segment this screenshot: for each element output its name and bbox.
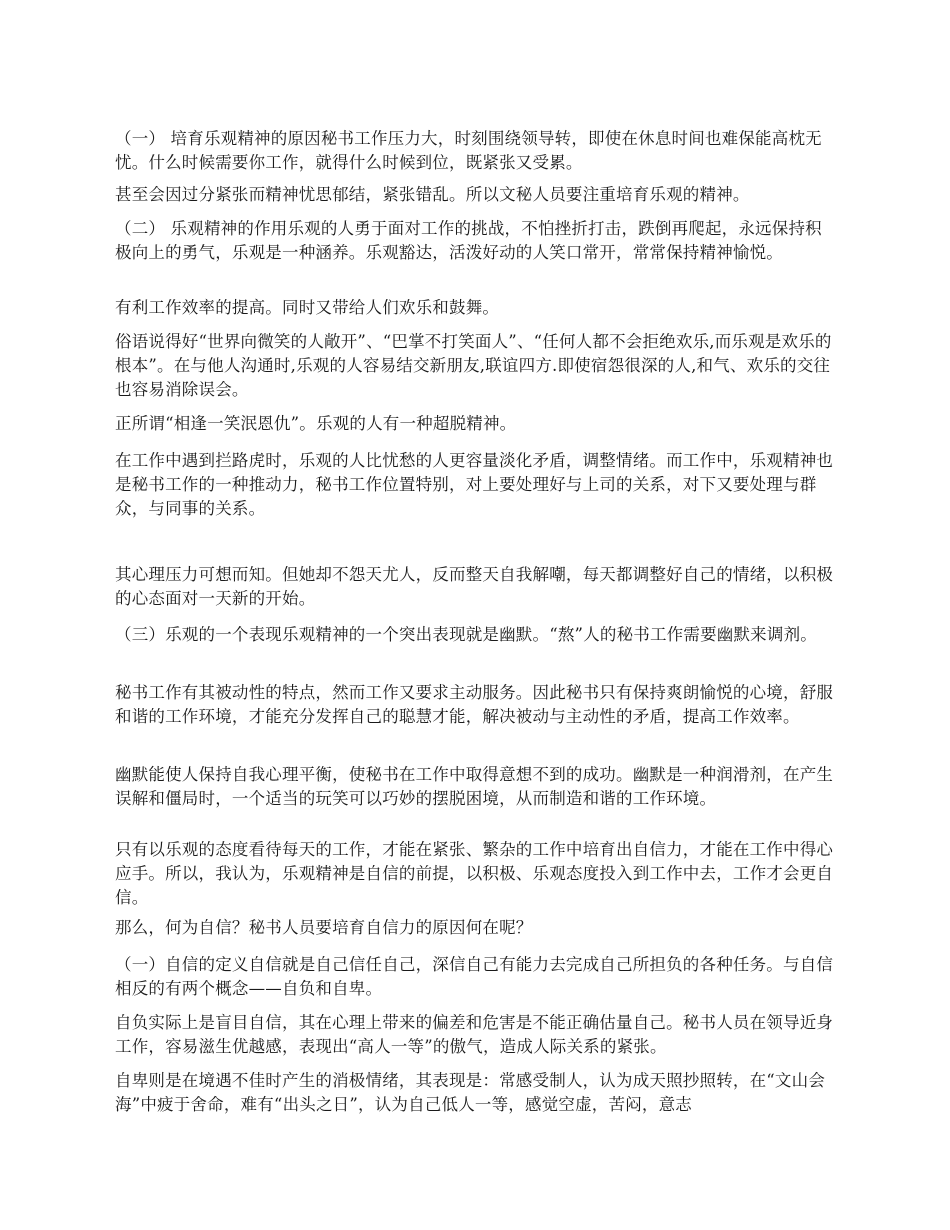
paragraph-7: 在工作中遇到拦路虎时，乐观的人比忧愁的人更容量淡化矛盾，调整情绪。而工作中，乐观精神也是秘书工作的一种推动力，秘书工作位置特别，对上要处理好与上司的关系，对下又要处理与群众，与同事的关系。 bbox=[115, 451, 834, 518]
paragraph-5: 俗语说得好“世界向微笑的人敞开”、“巴掌不打笑面人”、“任何人都不会拒绝欢乐,而乐观是欢乐的根本”。在与他人沟通时,乐观的人容易结交新朋友,联谊四方.即使宿怨很深的人,和气、欢乐的交往也容易消除误会。 bbox=[115, 332, 832, 399]
paragraph-2: 甚至会因过分紧张而精神忧思郁结，紧张错乱。所以文秘人员要注重培育乐观的精神。 bbox=[115, 185, 750, 204]
paragraph-15: 自负实际上是盲目自信，其在心理上带来的偏差和危害是不能正确估量自己。秘书人员在领导近身工作，容易滋生优越感，表现出“高人一等”的傲气，造成人际关系的紧张。 bbox=[115, 1013, 834, 1056]
paragraph-6: 正所谓“相逢一笑泯恩仇”。乐观的人有一种超脱精神。 bbox=[115, 414, 517, 433]
paragraph-10: 秘书工作有其被动性的特点，然而工作又要求主动服务。因此秘书只有保持爽朗愉悦的心境，舒服和谐的工作环境，才能充分发挥自己的聪慧才能，解决被动与主动性的矛盾，提高工作效率。 bbox=[115, 683, 834, 726]
paragraph-12: 只有以乐观的态度看待每天的工作，才能在紧张、繁杂的工作中培育出自信力，才能在工作中得心应手。所以，我认为，乐观精神是自信的前提，以积极、乐观态度投入到工作中去，工作才会更自信。 bbox=[115, 840, 834, 907]
paragraph-11: 幽默能使人保持自我心理平衡，使秘书在工作中取得意想不到的成功。幽默是一种润滑剂，在产生误解和僵局时，一个适当的玩笑可以巧妙的摆脱困境，从而制造和谐的工作环境。 bbox=[115, 765, 834, 808]
paragraph-1: （一） 培育乐观精神的原因秘书工作压力大，时刻围绕领导转，即使在休息时间也难保能高枕无忧。什么时候需要你工作，就得什么时候到位，既紧张又受累。 bbox=[115, 129, 822, 172]
paragraph-9: （三）乐观的一个表现乐观精神的一个突出表现就是幽默。“熬”人的秘书工作需要幽默来调剂。 bbox=[115, 625, 817, 644]
paragraph-13: 那么，何为自信？秘书人员要培育自信力的原因何在呢？ bbox=[115, 918, 533, 937]
paragraph-8: 其心理压力可想而知。但她却不怨天尤人，反而整天自我解嘲，每天都调整好自己的情绪，以积极的心态面对一天新的开始。 bbox=[115, 565, 834, 608]
paragraph-3: （二） 乐观精神的作用乐观的人勇于面对工作的挑战，不怕挫折打击，跌倒再爬起，永远保持积极向上的勇气，乐观是一种涵养。乐观豁达，活泼好动的人笑口常开，常常保持精神愉悦。 bbox=[115, 219, 822, 262]
paragraph-4: 有利工作效率的提高。同时又带给人们欢乐和鼓舞。 bbox=[115, 298, 500, 317]
paragraph-14: （一）自信的定义自信就是自己信任自己，深信自己有能力去完成自己所担负的各种任务。与自信相反的有两个概念——自负和自卑。 bbox=[115, 955, 834, 998]
paragraph-16: 自卑则是在境遇不佳时产生的消极情绪，其表现是：常感受制人，认为成天照抄照转，在“文山会海”中疲于舍命，难有“出头之日”，认为自己低人一等，感觉空虚，苦闷，意志 bbox=[115, 1071, 826, 1114]
